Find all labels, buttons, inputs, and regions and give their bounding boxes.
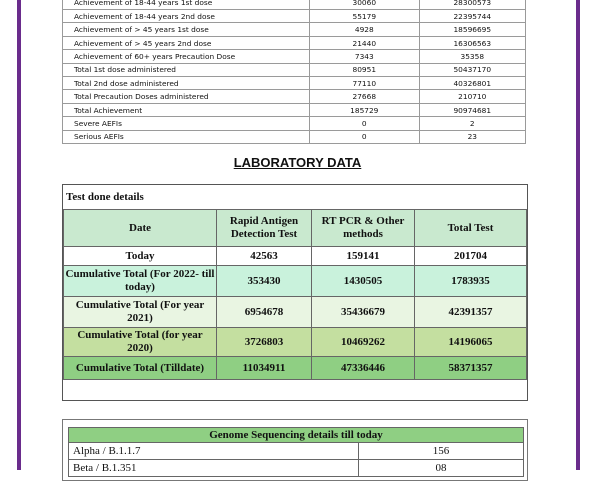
vaccination-row [63,90,526,103]
lab-table-header-row [64,210,527,247]
lab-cell-total: 201704 [415,247,527,266]
vaccination-cumulative-value: 23 [419,130,525,143]
vaccination-row [63,117,526,130]
vaccination-label: Achievement of 60+ years Precaution Dose [63,50,310,63]
test-details-box [62,184,528,401]
column-header-total: Total Test [415,210,527,247]
column-header-date: Date [64,210,217,247]
genome-count: 156 [359,443,524,460]
vaccination-label: Total 2nd dose administered [63,77,310,90]
lab-cell-date: Cumulative Total (For 2022- till today) [64,266,217,297]
vaccination-label: Achievement of 18-44 years 2nd dose [63,10,310,23]
lab-cell-total: 42391357 [415,297,527,328]
vaccination-label: Achievement of 18-44 years 1st dose [63,0,310,10]
vaccination-row [63,130,526,143]
vaccination-cumulative-value: 16306563 [419,36,525,49]
genome-sequencing-box [62,419,528,481]
vaccination-cumulative-value: 50437170 [419,63,525,76]
lab-cell-total: 1783935 [415,266,527,297]
vaccination-cumulative-value: 2 [419,117,525,130]
vaccination-today-value: 0 [310,130,420,143]
lab-cell-total: 58371357 [415,357,527,380]
page-frame-right-border [576,0,580,470]
lab-cell-rat: 11034911 [217,357,312,380]
page-frame-left-border [17,0,21,470]
laboratory-table [63,209,527,380]
vaccination-label: Total Achievement [63,103,310,116]
vaccination-row [63,36,526,49]
vaccination-label: Achievement of > 45 years 2nd dose [63,36,310,49]
column-header-rapid-antigen: Rapid Antigen Detection Test [217,210,312,247]
column-header-rtpcr: RT PCR & Other methods [312,210,415,247]
vaccination-today-value: 7343 [310,50,420,63]
vaccination-cumulative-value: 40326801 [419,77,525,90]
vaccination-today-value: 21440 [310,36,420,49]
vaccination-label: Serious AEFIs [63,130,310,143]
vaccination-today-value: 80951 [310,63,420,76]
vaccination-today-value: 185729 [310,103,420,116]
lab-cell-rtpcr: 10469262 [312,328,415,357]
vaccination-row [63,50,526,63]
lab-cell-date: Cumulative Total (Tilldate) [64,357,217,380]
vaccination-row [63,103,526,116]
genome-table-title: Genome Sequencing details till today [69,428,524,443]
lab-row-cumulative-tilldate [64,357,527,380]
lab-row-cumulative-2022 [64,266,527,297]
lab-cell-date: Cumulative Total (for year 2020) [64,328,217,357]
vaccination-cumulative-value: 28300573 [419,0,525,10]
vaccination-cumulative-value: 90974681 [419,103,525,116]
lab-cell-total: 14196065 [415,328,527,357]
test-details-header: Test done details [66,191,144,203]
lab-row-cumulative-2021 [64,297,527,328]
vaccination-today-value: 77110 [310,77,420,90]
vaccination-row [63,10,526,23]
lab-row-cumulative-2020 [64,328,527,357]
vaccination-row [63,77,526,90]
lab-cell-rat: 3726803 [217,328,312,357]
vaccination-row [63,23,526,36]
lab-cell-rat: 353430 [217,266,312,297]
genome-table-header-row [69,428,524,443]
lab-cell-rat: 42563 [217,247,312,266]
vaccination-label: Severe AEFIs [63,117,310,130]
vaccination-label: Total 1st dose administered [63,63,310,76]
genome-row [69,443,524,460]
vaccination-cumulative-value: 210710 [419,90,525,103]
lab-cell-rtpcr: 159141 [312,247,415,266]
lab-cell-rat: 6954678 [217,297,312,328]
vaccination-today-value: 30060 [310,0,420,10]
vaccination-cumulative-value: 35358 [419,50,525,63]
vaccination-row [63,63,526,76]
vaccination-label: Achievement of > 45 years 1st dose [63,23,310,36]
vaccination-today-value: 0 [310,117,420,130]
lab-cell-rtpcr: 35436679 [312,297,415,328]
genome-row [69,460,524,477]
genome-variant: Alpha / B.1.1.7 [69,443,359,460]
lab-cell-rtpcr: 47336446 [312,357,415,380]
vaccination-today-value: 27668 [310,90,420,103]
vaccination-label: Total Precaution Doses administered [63,90,310,103]
laboratory-data-title: LABORATORY DATA [233,155,362,170]
lab-cell-rtpcr: 1430505 [312,266,415,297]
vaccination-today-value: 55179 [310,10,420,23]
vaccination-row [63,0,526,10]
vaccination-table [62,0,526,144]
vaccination-cumulative-value: 18596695 [419,23,525,36]
genome-variant: Beta / B.1.351 [69,460,359,477]
lab-cell-date: Cumulative Total (For year 2021) [64,297,217,328]
lab-cell-date: Today [64,247,217,266]
vaccination-today-value: 4928 [310,23,420,36]
vaccination-cumulative-value: 22395744 [419,10,525,23]
genome-count: 08 [359,460,524,477]
lab-row-today [64,247,527,266]
